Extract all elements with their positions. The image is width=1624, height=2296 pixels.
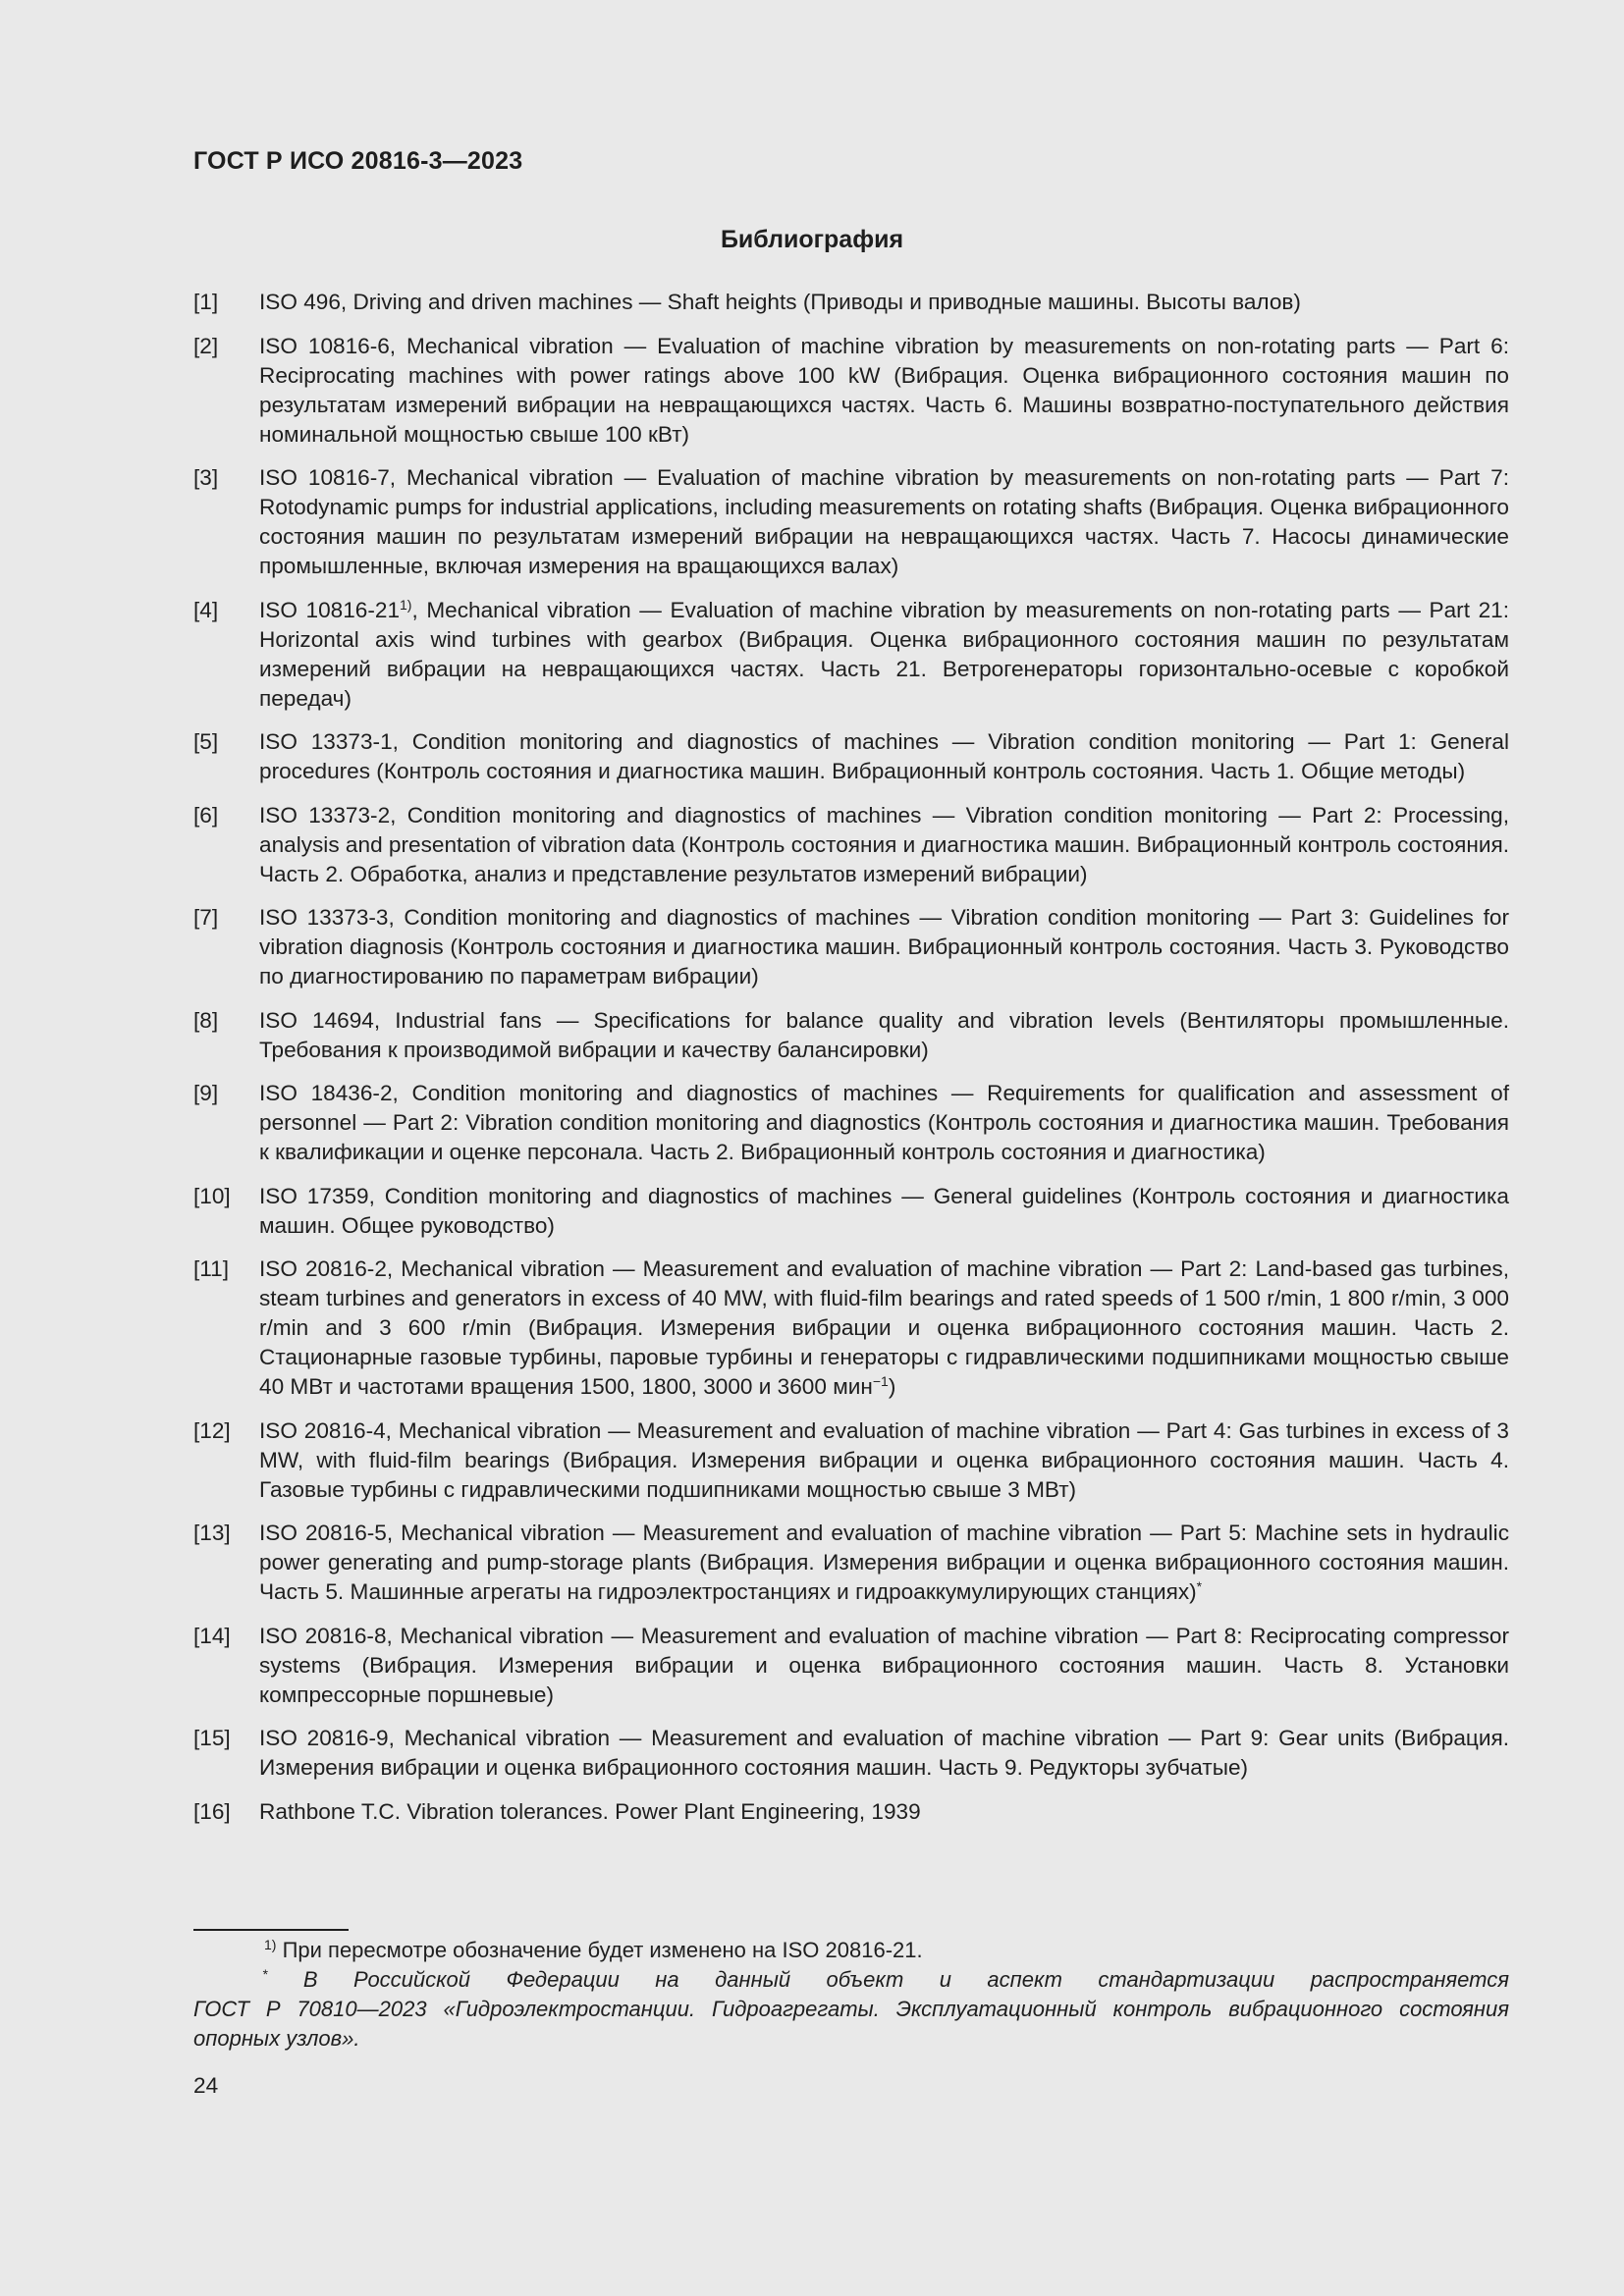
bibliography-entry-number: [5] <box>193 729 219 754</box>
bibliography-entry-number: [9] <box>193 1081 219 1105</box>
footnote-2-text-line1: В Российской Федерации на данный объект и аспект стандартизации распространяется <box>302 1967 1509 1992</box>
footnote-reference-mark: 1) <box>400 596 412 613</box>
bibliography-entry-text: ISO 10816-6, Mechanical vibration — Evaluation of machine vibration by measurements on non-rotating parts — Part 6: Reciprocating machines with power ratings above 100 kW (Вибрация. Оценка вибрационного состояния машин по результатам измерений вибрации на невращающихся частях. Часть 6. Машины возвратно-поступательного действия номинальной мощностью свыше 100 кВт) <box>259 333 1509 447</box>
bibliography-entry-text: ISO 13373-2, Condition monitoring and diagnostics of machines — Vibration condition monitoring — Part 2: Processing, analysis and presentation of vibration data (Контроль состояния и диагностика машин. Вибрационный контроль состояния. Часть 2. Обработка, анализ и представление результатов измерений вибрации) <box>259 802 1509 886</box>
bibliography-entry <box>193 288 1509 317</box>
bibliography-entry-text-part: , Mechanical vibration — Evaluation of machine vibration by measurements on non-rotating parts — Part 21: Horizontal axis wind turbines with gearbox (Вибрация. Оценка вибрационного состояния машин по результатам измерений вибрации на невращающихся частях. Часть 21. Ветрогенераторы горизонтально-осевые с коробкой передач) <box>259 597 1509 711</box>
bibliography-entry-text: ISO 20816-8, Mechanical vibration — Measurement and evaluation of machine vibration — Part 8: Reciprocating compressor systems (Вибрация. Измерения вибрации и оценка вибрационного состояния машин. Часть 8. Установки компрессорные поршневые) <box>259 1623 1509 1707</box>
footnote-reference-mark: −1 <box>872 1373 889 1389</box>
document-code-header: ГОСТ Р ИСО 20816-3—2023 <box>193 147 523 175</box>
bibliography-entry <box>193 1079 1509 1167</box>
bibliography-entry-number: [13] <box>193 1521 231 1545</box>
bibliography-entry-text <box>259 1521 1509 1604</box>
bibliography-entry-number: [6] <box>193 802 219 828</box>
bibliography-entry-text <box>259 598 1509 711</box>
bibliography-list <box>193 288 1509 1841</box>
bibliography-entry-text: ISO 14694, Industrial fans — Specifications for balance quality and vibration levels (Вентиляторы промышленные. Требования к производимой вибрации и качеству балансировки) <box>259 1007 1509 1062</box>
bibliography-entry <box>193 1724 1509 1783</box>
bibliography-entry-number: [3] <box>193 465 219 490</box>
bibliography-entry <box>193 1622 1509 1710</box>
bibliography-entry-number: [11] <box>193 1256 230 1281</box>
page-number: 24 <box>193 2073 219 2098</box>
bibliography-entry-number: [2] <box>193 333 219 358</box>
bibliography-entry-text-part: ISO 20816-5, Mechanical vibration — Measurement and evaluation of machine vibration — Part 5: Machine sets in hydraulic power generating and pump-storage plants (Вибрация. Измерения вибрации и оценка вибрационного состояния машин. Часть 5. Машинные агрегаты на гидроэлектростанциях и гидроаккумулирующих станциях) <box>259 1521 1509 1604</box>
bibliography-entry-text: ISO 13373-3, Condition monitoring and diagnostics of machines — Vibration condition monitoring — Part 3: Guidelines for vibration diagnosis (Контроль состояния и диагностика машин. Вибрационный контроль состояния. Часть 3. Руководство по диагностированию по параметрам вибрации) <box>259 905 1509 988</box>
footnote-1 <box>193 1936 1509 1965</box>
bibliography-entry <box>193 801 1509 889</box>
bibliography-entry <box>193 1519 1509 1607</box>
footnote-2-text-rest: ГОСТ Р 70810—2023 «Гидроэлектростанции. Гидроагрегаты. Эксплуатационный контроль вибрационного состояния опорных узлов». <box>193 1997 1509 2051</box>
bibliography-entry <box>193 1416 1509 1505</box>
footnote-2-first-line <box>193 1965 1509 1995</box>
bibliography-entry <box>193 903 1509 991</box>
bibliography-entry-text: ISO 13373-1, Condition monitoring and diagnostics of machines — Vibration condition monitoring — Part 1: General procedures (Контроль состояния и диагностика машин. Вибрационный контроль состояния. Часть 1. Общие методы) <box>259 729 1509 783</box>
footnote-2 <box>193 1965 1509 2054</box>
footnotes <box>193 1936 1509 2054</box>
bibliography-entry <box>193 463 1509 581</box>
bibliography-entry-number: [8] <box>193 1007 219 1033</box>
bibliography-entry <box>193 1255 1509 1402</box>
footnote-reference-mark: * <box>1196 1578 1203 1594</box>
bibliography-entry-number: [4] <box>193 597 219 622</box>
bibliography-entry <box>193 332 1509 450</box>
bibliography-entry <box>193 1797 1509 1827</box>
bibliography-entry-number: [12] <box>193 1417 231 1443</box>
bibliography-entry-text: ISO 496, Driving and driven machines — Shaft heights (Приводы и приводные машины. Высоты валов) <box>259 290 1301 314</box>
section-title: Библиография <box>720 226 904 253</box>
bibliography-entry-text: Rathbone T.C. Vibration tolerances. Power Plant Engineering, 1939 <box>259 1798 921 1824</box>
bibliography-entry-text: ISO 18436-2, Condition monitoring and diagnostics of machines — Requirements for qualification and assessment of personnel — Part 2: Vibration condition monitoring and diagnostics (Контроль состояния и диагностика машин. Требования к квалификации и оценке персонала. Часть 2. Вибрационный контроль состояния и диагностика) <box>259 1081 1509 1164</box>
bibliography-entry-number: [15] <box>193 1726 231 1750</box>
bibliography-entry-number: [14] <box>193 1623 231 1648</box>
footnote-1-mark: 1) <box>264 1937 277 1952</box>
bibliography-entry-text: ISO 20816-9, Mechanical vibration — Measurement and evaluation of machine vibration — Part 9: Gear units (Вибрация. Измерения вибрации и оценка вибрационного состояния машин. Часть 9. Редукторы зубчатые) <box>259 1726 1509 1780</box>
bibliography-entry-number: [1] <box>193 290 219 314</box>
footnote-2-mark: * <box>262 1966 268 1982</box>
bibliography-entry-text-part: ISO 10816-21 <box>259 597 401 622</box>
bibliography-entry-number: [7] <box>193 905 219 930</box>
bibliography-entry-text-part: ) <box>888 1374 896 1399</box>
bibliography-entry-text-part: ISO 20816-2, Mechanical vibration — Measurement and evaluation of machine vibration — Part 2: Land-based gas turbines, steam turbines and generators in excess of 40 MW, with fluid-film bearings and rated speeds of 1 500 r/min, 1 800 r/min, 3 000 r/min and 3 600 r/min (Вибрация. Измерения вибрации и оценка вибрационного состояния машин. Часть 2. Стационарные газовые турбины, паровые турбины и генераторы с гидравлическими подшипниками мощностью свыше 40 МВт и частотами вращения 1500, 1800, 3000 и 3600 мин <box>259 1256 1509 1399</box>
bibliography-entry-text: ISO 17359, Condition monitoring and diagnostics of machines — General guidelines (Контроль состояния и диагностика машин. Общее руководство) <box>259 1183 1509 1238</box>
bibliography-entry-text: ISO 10816-7, Mechanical vibration — Evaluation of machine vibration by measurements on non-rotating parts — Part 7: Rotodynamic pumps for industrial applications, including measurements on rotating shafts (Вибрация. Оценка вибрационного состояния машин по результатам измерений вибрации на невращающихся частях. Часть 7. Насосы динамические промышленные, включая измерения на вращающихся валах) <box>259 465 1509 578</box>
footnote-divider <box>193 1929 349 1931</box>
bibliography-entry-text: ISO 20816-4, Mechanical vibration — Measurement and evaluation of machine vibration — Part 4: Gas turbines in excess of 3 MW, with fluid-film bearings (Вибрация. Измерения вибрации и оценка вибрационного состояния машин. Часть 4. Газовые турбины с гидравлическими подшипниками мощностью свыше 3 МВт) <box>259 1417 1509 1502</box>
bibliography-entry-text <box>259 1256 1509 1399</box>
bibliography-entry <box>193 1182 1509 1241</box>
bibliography-entry-number: [16] <box>193 1798 231 1824</box>
bibliography-entry <box>193 596 1509 714</box>
footnote-1-text: При пересмотре обозначение будет изменено на ISO 20816-21. <box>282 1938 923 1962</box>
bibliography-entry <box>193 727 1509 786</box>
bibliography-entry-number: [10] <box>193 1183 231 1208</box>
bibliography-entry <box>193 1006 1509 1065</box>
